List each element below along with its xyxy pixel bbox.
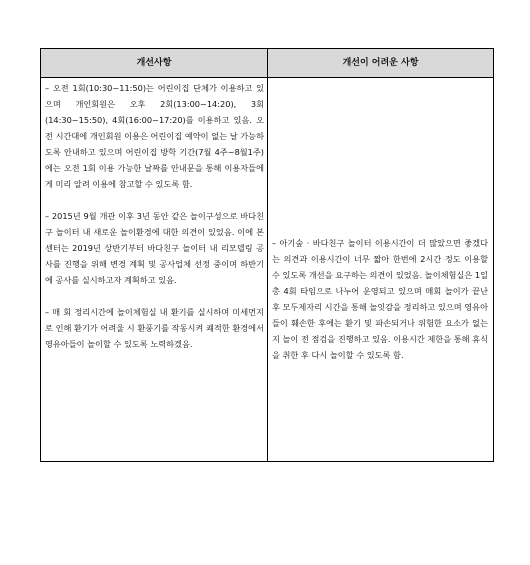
improvement-table <box>40 48 494 462</box>
header-difficult-items: 개선이 어려운 사항 <box>342 58 419 68</box>
header-improvements: 개선사항 <box>136 58 172 68</box>
difficult-items-cell <box>272 235 488 363</box>
improvements-cell <box>45 80 264 352</box>
improvement-item-3: – 매 회 정리시간에 놀이체험실 내 환기를 실시하며 미세먼지로 인해 환기가 어려울 시 환풍기를 작동시켜 쾌적한 환경에서 영유아들이 놀이할 수 있도록 노력하겠음. <box>45 307 264 349</box>
improvement-item-1: – 오전 1회(10:30~11:50)는 어린이집 단체가 이용하고 있으며 개인회원은 오후 2회(13:00~14:20), 3회(14:30~15:50), 4회(16:00~17:20)를 이용하고 있음. 오전 시간대에 개인회원 이용은 어린이집 예약이 없는 날 가능하도록 안내하고 있으며 어린이집 방학 기간(7월 4주~8월1주)에는 오전 1회 이용 가능한 날짜를 안내문을 통해 이용자들에게 미리 알려 이용에 참고할 수 있도록 함. <box>45 83 264 189</box>
improvement-item-2: – 2015년 9월 개관 이후 3년 동안 같은 놀이구성으로 바다친구 놀이터 내 새로운 놀이환경에 대한 의견이 있었음. 이에 본 센터는 2019년 상반기부터 바다친구 놀이터 내 리모델링 공사를 진행을 위해 변경 계획 및 공사업체 선정 중이며 하반기에 공사를 실시하고자 계획하고 있음. <box>45 211 264 285</box>
column-divider <box>267 49 268 461</box>
difficult-item-1: – 아기숲 · 바다친구 놀이터 이용시간이 더 많았으면 좋겠다는 의견과 이용시간이 너무 짧아 한번에 2시간 정도 이용할 수 있도록 개선을 요구하는 의견이 있었음. 놀이체험실은 1일 총 4회 타임으로 나누어 운영되고 있으며 매회 놀이가 끝난 후 모두제자리 시간을 통해 놀잇감을 정리하고 있으며 영유아들이 훼손한 후에는 환기 및 파손되거나 위험한 요소가 없는지 놀이 전 점검을 진행하고 있음. 이용시간 제한을 통해 휴식을 취한 후 다시 놀이할 수 있도록 함. <box>272 238 488 360</box>
